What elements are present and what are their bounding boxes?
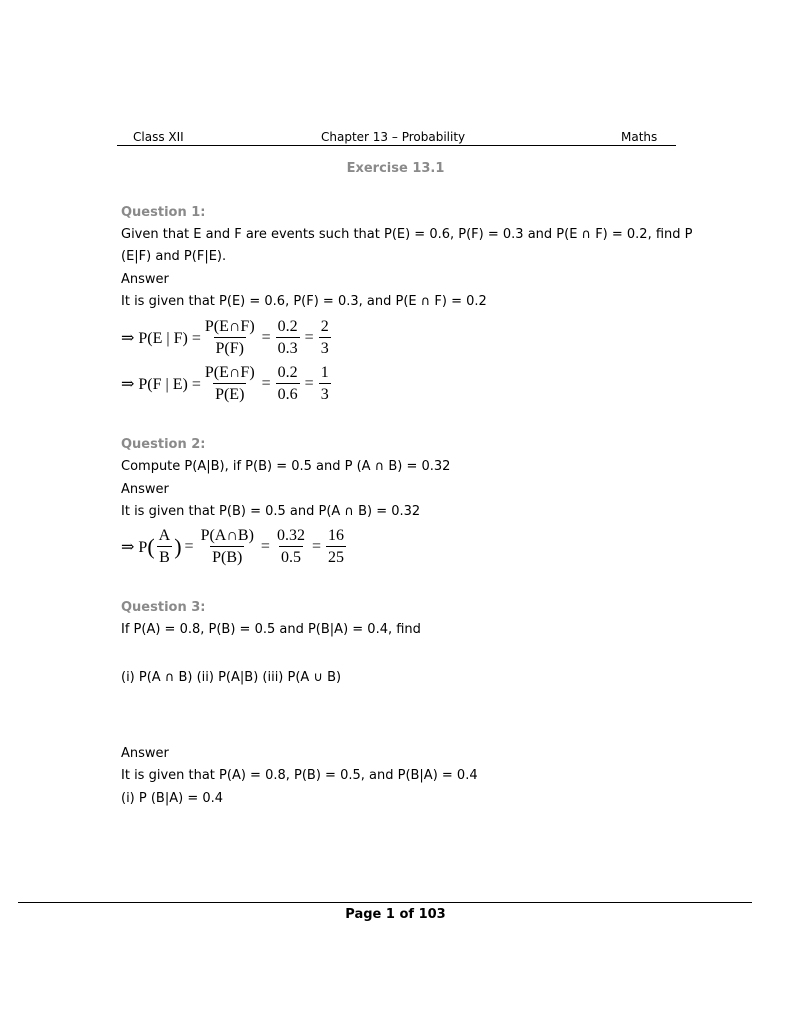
numerator: 1 — [320, 364, 329, 381]
eq-lhs: ⇒ P — [121, 538, 148, 556]
fraction — [203, 364, 257, 403]
question-3-text: If P(A) = 0.8, P(B) = 0.5 and P(B|A) = 0.4, find — [121, 622, 421, 637]
fraction — [157, 527, 173, 566]
page-number: Page 1 of 103 — [345, 907, 446, 922]
numerator: P(A∩B) — [200, 527, 254, 544]
question-3-parts: (i) P(A ∩ B) (ii) P(A|B) (iii) P(A ∪ B) — [121, 670, 342, 685]
question-3-part-i: (i) P (B|A) = 0.4 — [121, 791, 224, 806]
numerator: P(E∩F) — [204, 364, 255, 381]
denominator: 0.3 — [276, 337, 300, 357]
denominator: P(B) — [210, 546, 244, 566]
question-1-answer-label: Answer — [121, 272, 169, 287]
denominator: B — [157, 546, 172, 566]
fraction — [319, 318, 331, 357]
right-paren: ) — [174, 533, 182, 559]
denominator: 25 — [326, 546, 346, 566]
denominator: 3 — [319, 337, 331, 357]
numerator: 0.2 — [277, 364, 298, 381]
question-2-text: Compute P(A|B), if P(B) = 0.5 and P (A ∩ B) = 0.32 — [121, 459, 451, 474]
exercise-title: Exercise 13.1 — [346, 161, 445, 176]
denominator: 0.6 — [276, 383, 300, 403]
numerator: P(E∩F) — [204, 318, 255, 335]
question-2-equation-1: ⇒ P ( $\frac{A}{B}$ ) = $\frac{P(A\cap B)}{P(B)}$ = $\frac{0.32}{0.5}$ = $\frac{16}{25}$ — [121, 527, 344, 566]
question-2-given: It is given that P(B) = 0.5 and P(A ∩ B) = 0.32 — [121, 504, 421, 519]
numerator: 0.32 — [276, 527, 305, 544]
numerator: 16 — [327, 527, 344, 544]
numerator: A — [158, 527, 171, 544]
question-1-text-line-1: Given that E and F are events such that P(E) = 0.6, P(F) = 0.3 and P(E ∩ F) = 0.2, find P — [121, 227, 693, 242]
fraction — [199, 527, 256, 566]
header-divider — [117, 145, 676, 146]
question-1-given: It is given that P(E) = 0.6, P(F) = 0.3, and P(E ∩ F) = 0.2 — [121, 294, 487, 309]
numerator: 0.2 — [277, 318, 298, 335]
eq-lhs: ⇒ P(F | E) = — [121, 375, 201, 393]
question-2-heading: Question 2: — [121, 437, 206, 452]
fraction — [319, 364, 331, 403]
denominator: 0.5 — [279, 546, 303, 566]
header-chapter: Chapter 13 – Probability — [321, 130, 466, 144]
left-paren: ( — [147, 533, 155, 559]
denominator: P(E) — [213, 383, 246, 403]
denominator: P(F) — [214, 337, 246, 357]
fraction — [275, 527, 307, 566]
numerator: 2 — [320, 318, 329, 335]
header-class: Class XII — [133, 130, 184, 144]
question-1-equation-1: ⇒ P(E | F) = $\frac{P(E\cap F)}{P(F)}$ = $\frac{0.2}{0.3}$ = $\frac{2}{3}$ — [121, 318, 329, 357]
denominator: 3 — [319, 383, 331, 403]
question-3-answer-label: Answer — [121, 746, 169, 761]
eq-lhs: ⇒ P(E | F) = — [121, 329, 201, 347]
question-1-equation-2: ⇒ P(F | E) = $\frac{P(E\cap F)}{P(E)}$ = $\frac{0.2}{0.6}$ = $\frac{1}{3}$ — [121, 364, 329, 403]
footer-divider — [18, 902, 752, 903]
question-3-given: It is given that P(A) = 0.8, P(B) = 0.5, and P(B|A) = 0.4 — [121, 768, 478, 783]
fraction — [203, 318, 257, 357]
fraction — [276, 318, 300, 357]
fraction — [326, 527, 346, 566]
fraction — [276, 364, 300, 403]
question-1-heading: Question 1: — [121, 205, 206, 220]
header-subject: Maths — [621, 130, 658, 144]
question-1-text-line-2: (E|F) and P(F|E). — [121, 249, 227, 264]
question-3-heading: Question 3: — [121, 600, 206, 615]
question-2-answer-label: Answer — [121, 482, 169, 497]
